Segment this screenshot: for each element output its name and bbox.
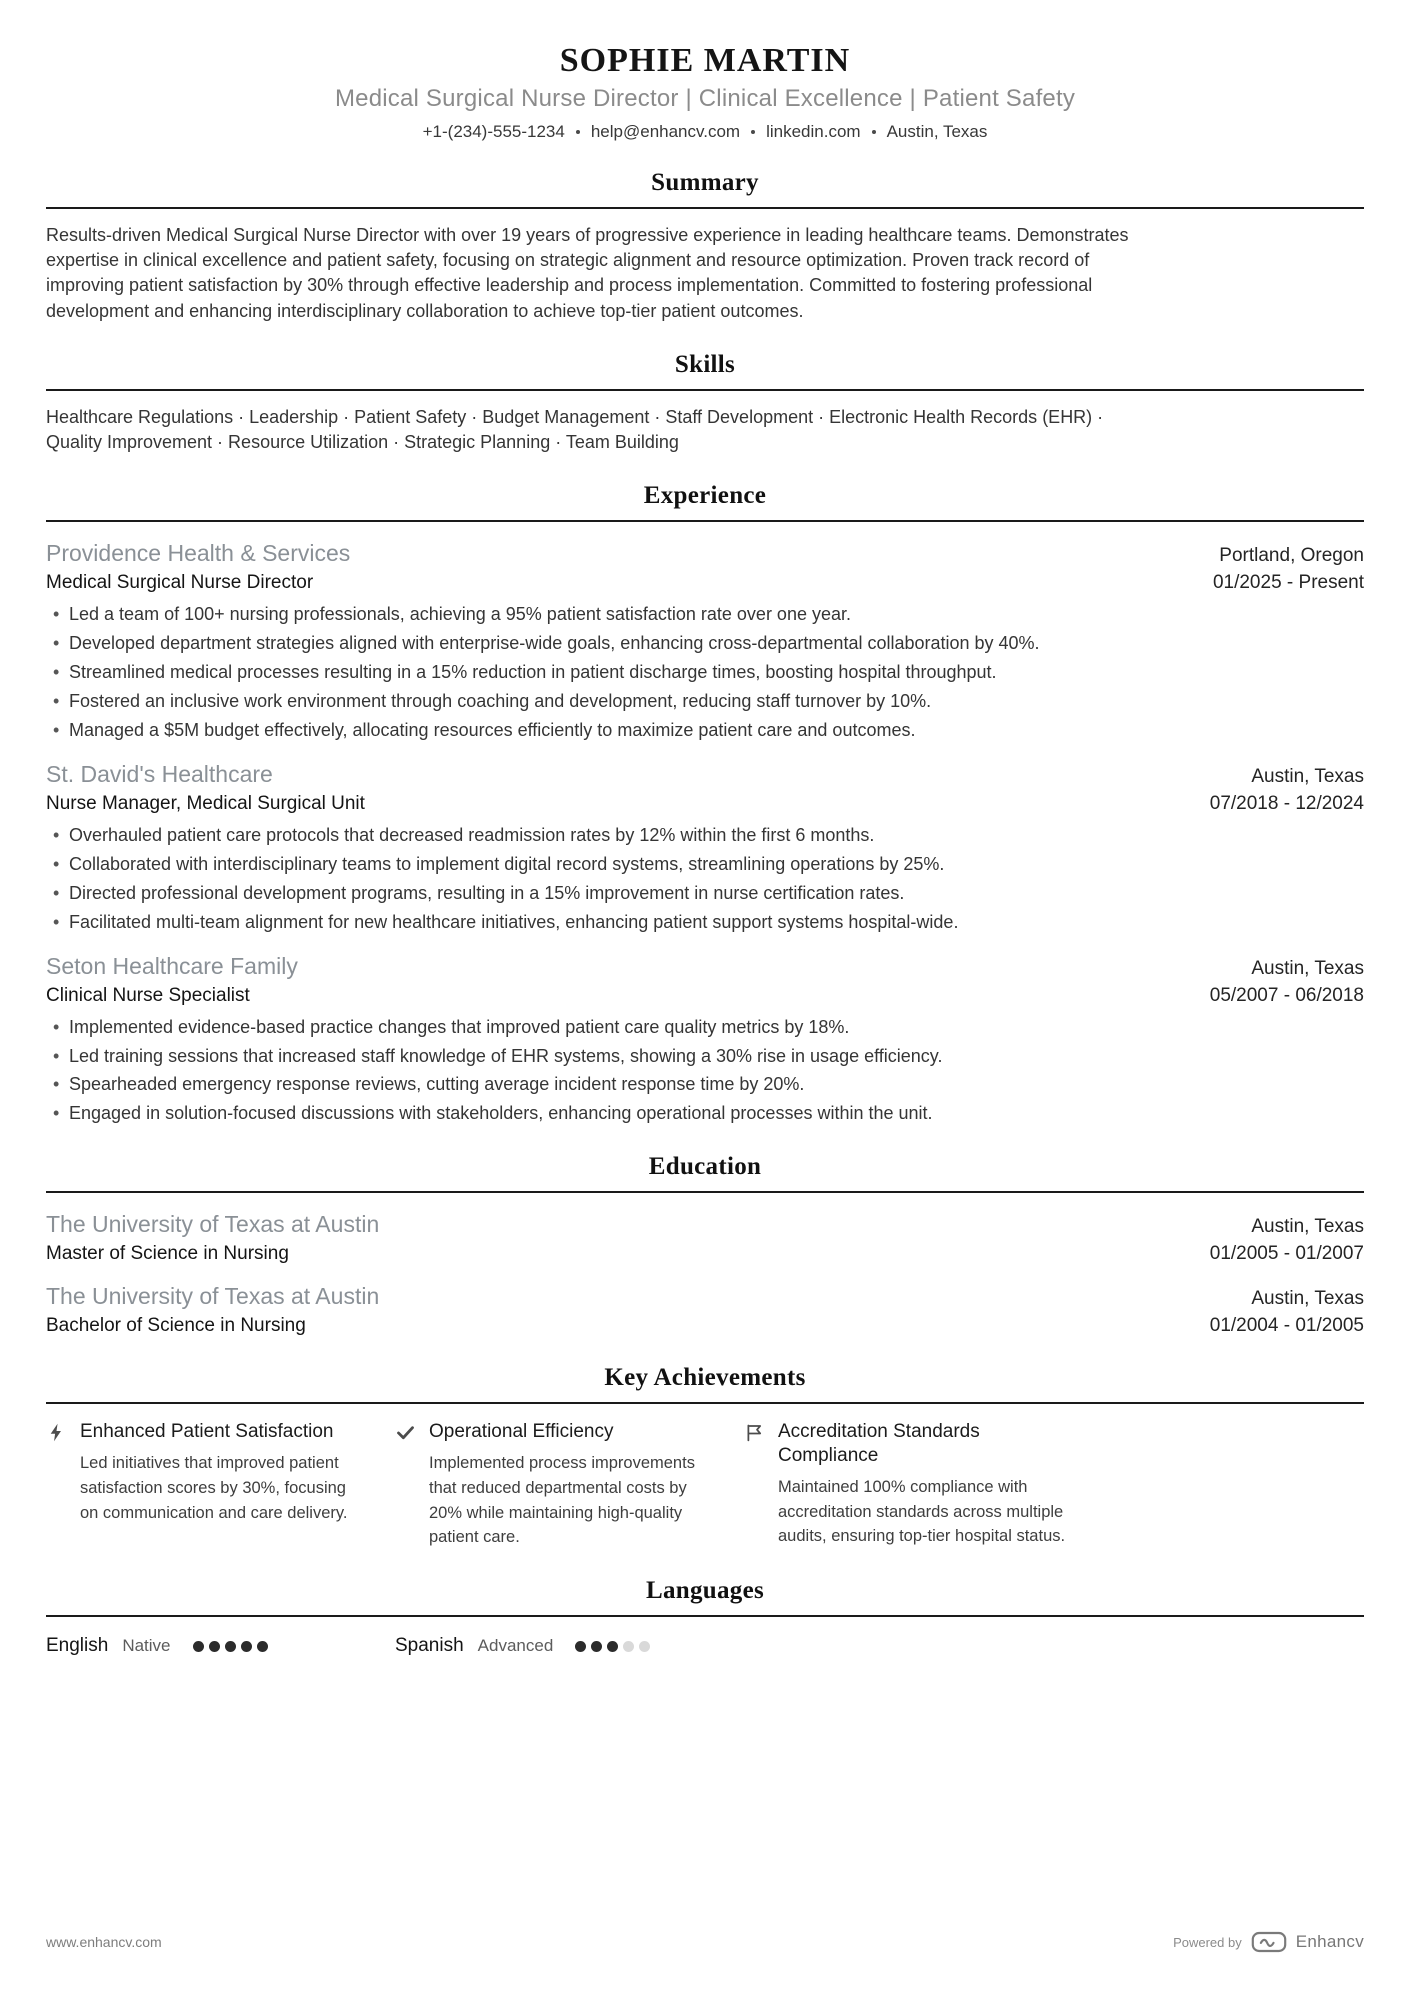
school-location: Austin, Texas xyxy=(1251,1216,1364,1238)
skills-heading: Skills xyxy=(674,350,736,378)
job-dates: 05/2007 - 06/2018 xyxy=(1209,984,1364,1006)
language-proficiency-dots xyxy=(575,1641,650,1652)
job-bullet: • Developed department strategies aligned with enterprise-wide goals, enhancing cross-departmental collaboration by 40%. xyxy=(46,632,1364,656)
job-bullet: • Streamlined medical processes resulting in a 15% reduction in patient discharge times, boosting hospital throughput. xyxy=(46,661,1364,685)
job-dates: 01/2025 - Present xyxy=(1212,572,1364,594)
language-name: English xyxy=(46,1635,109,1657)
achievement-item xyxy=(744,1420,1066,1550)
job-bullet: • Fostered an inclusive work environment through coaching and development, reducing staff turnover by 10%. xyxy=(46,690,1364,714)
candidate-headline: Medical Surgical Nurse Director | Clinical Excellence | Patient Safety xyxy=(334,85,1076,112)
achievement-item xyxy=(46,1420,368,1550)
education-heading: Education xyxy=(648,1153,762,1181)
job-dates: 07/2018 - 12/2024 xyxy=(1209,792,1364,814)
experience-heading: Experience xyxy=(643,482,767,510)
job-title: Clinical Nurse Specialist xyxy=(46,984,250,1006)
proficiency-dot-filled xyxy=(257,1641,268,1652)
job-bullet-list xyxy=(46,824,1364,935)
achievements-heading: Key Achievements xyxy=(604,1364,806,1392)
section-education xyxy=(46,1153,1364,1337)
linkedin-link[interactable]: linkedin.com xyxy=(766,122,861,141)
summary-text: Results-driven Medical Surgical Nurse Director with over 19 years of progressive experience in leading healthcare teams. Demonstrates expertise in clinical excellence and patient safety, focusing on strategic alignment and resource optimization. Proven track record of improving patient satisfaction by 30% through effective leadership and process implementation. Committed to fostering professional development and enhancing interdisciplinary collaboration to achieve top-tier patient outcomes. xyxy=(46,225,1129,321)
language-level: Native xyxy=(122,1636,171,1656)
resume-header xyxy=(46,42,1364,142)
section-skills xyxy=(46,351,1364,455)
achievement-item xyxy=(395,1420,717,1550)
job-bullet-list xyxy=(46,603,1364,743)
education-entry xyxy=(46,1283,1364,1337)
job-bullet: • Managed a $5M budget effectively, allocating resources efficiently to maximize patient care and outcomes. xyxy=(46,719,1364,743)
language-proficiency-dots xyxy=(193,1641,268,1652)
achievement-text: Maintained 100% compliance with accreditation standards across multiple audits, ensuring top-tier hospital status. xyxy=(778,1477,1066,1546)
proficiency-dot-filled xyxy=(193,1641,204,1652)
powered-by-label: Powered by xyxy=(1173,1934,1242,1950)
achievement-title: Operational Efficiency xyxy=(429,1421,614,1443)
job-bullet: • Spearheaded emergency response reviews, cutting average incident response time by 20%. xyxy=(46,1073,1364,1097)
education-entry xyxy=(46,1211,1364,1265)
job-bullet: • Engaged in solution-focused discussions with stakeholders, enhancing operational processes within the unit. xyxy=(46,1102,1364,1126)
check-icon xyxy=(395,1422,416,1443)
job-bullet: • Directed professional development programs, resulting in a 15% improvement in nurse certification rates. xyxy=(46,882,1364,906)
section-divider xyxy=(46,1402,1364,1404)
experience-entry xyxy=(46,953,1364,1127)
skills-text: Healthcare Regulations · Leadership · Patient Safety · Budget Management · Staff Development · Electronic Health Records (EHR) · Quality Improvement · Resource Utilization · Strategic Planning · Team Building xyxy=(46,406,1104,452)
degree-name: Master of Science in Nursing xyxy=(46,1243,289,1265)
section-divider xyxy=(46,520,1364,522)
school-name: The University of Texas at Austin xyxy=(46,1211,380,1238)
section-summary xyxy=(46,169,1364,324)
language-name: Spanish xyxy=(395,1635,464,1657)
job-location: Austin, Texas xyxy=(1251,957,1364,979)
language-item xyxy=(395,1635,717,1657)
proficiency-dot-empty xyxy=(623,1641,634,1652)
section-divider xyxy=(46,1615,1364,1617)
company-name: St. David's Healthcare xyxy=(46,760,273,787)
education-dates: 01/2004 - 01/2005 xyxy=(1209,1315,1364,1337)
job-bullet: • Overhauled patient care protocols that decreased readmission rates by 12% within the first 6 months. xyxy=(46,824,1364,848)
proficiency-dot-filled xyxy=(225,1641,236,1652)
enhancv-site-link[interactable]: www.enhancv.com xyxy=(46,1934,162,1950)
lightning-icon xyxy=(46,1422,67,1443)
email-link[interactable]: help@enhancv.com xyxy=(590,122,741,141)
summary-heading: Summary xyxy=(651,169,759,196)
experience-entry xyxy=(46,540,1364,743)
contact-separator-dot xyxy=(576,130,580,134)
proficiency-dot-empty xyxy=(639,1641,650,1652)
school-location: Austin, Texas xyxy=(1251,1288,1364,1310)
languages-grid xyxy=(46,1635,1364,1657)
section-experience xyxy=(46,482,1364,1126)
language-item xyxy=(46,1635,368,1657)
contact-line xyxy=(46,122,1364,142)
company-name: Seton Healthcare Family xyxy=(46,952,298,979)
achievement-title: Accreditation Standards Compliance xyxy=(778,1421,980,1467)
flag-icon xyxy=(744,1422,765,1443)
job-title: Medical Surgical Nurse Director xyxy=(46,572,314,594)
job-title: Nurse Manager, Medical Surgical Unit xyxy=(46,792,365,814)
achievements-grid xyxy=(46,1420,1364,1550)
proficiency-dot-filled xyxy=(591,1641,602,1652)
candidate-name: SOPHIE MARTIN xyxy=(559,42,851,79)
achievement-text: Implemented process improvements that reduced departmental costs by 20% while maintaining high-quality patient care. xyxy=(429,1454,695,1547)
school-name: The University of Texas at Austin xyxy=(46,1283,380,1310)
enhancv-logo-icon xyxy=(1251,1931,1287,1953)
job-bullet: • Collaborated with interdisciplinary teams to implement digital record systems, streamlining operations by 25%. xyxy=(46,853,1364,877)
proficiency-dot-filled xyxy=(607,1641,618,1652)
section-divider xyxy=(46,207,1364,209)
contact-separator-dot xyxy=(872,130,876,134)
proficiency-dot-filled xyxy=(241,1641,252,1652)
job-bullet: • Led a team of 100+ nursing professionals, achieving a 95% patient satisfaction rate over one year. xyxy=(46,603,1364,627)
proficiency-dot-filled xyxy=(209,1641,220,1652)
job-bullet: • Implemented evidence-based practice changes that improved patient care quality metrics by 18%. xyxy=(46,1016,1364,1040)
job-bullet: • Led training sessions that increased staff knowledge of EHR systems, showing a 30% rise in usage efficiency. xyxy=(46,1045,1364,1069)
section-divider xyxy=(46,389,1364,391)
experience-entry xyxy=(46,761,1364,935)
proficiency-dot-filled xyxy=(575,1641,586,1652)
section-divider xyxy=(46,1191,1364,1193)
contact-separator-dot xyxy=(751,130,755,134)
location-text: Austin, Texas xyxy=(886,122,988,141)
powered-by xyxy=(1173,1931,1364,1953)
achievement-text: Led initiatives that improved patient satisfaction scores by 30%, focusing on communication and care delivery. xyxy=(80,1454,348,1522)
degree-name: Bachelor of Science in Nursing xyxy=(46,1315,306,1337)
education-dates: 01/2005 - 01/2007 xyxy=(1209,1243,1364,1265)
languages-heading: Languages xyxy=(645,1577,764,1605)
page-footer xyxy=(46,1901,1364,1953)
job-location: Portland, Oregon xyxy=(1219,545,1364,567)
company-name: Providence Health & Services xyxy=(46,540,351,567)
section-key-achievements xyxy=(46,1364,1364,1550)
language-level: Advanced xyxy=(477,1636,554,1656)
job-bullet-list xyxy=(46,1016,1364,1127)
job-location: Austin, Texas xyxy=(1251,765,1364,787)
achievement-title: Enhanced Patient Satisfaction xyxy=(80,1421,334,1443)
phone-number: +1-(234)-555-1234 xyxy=(422,122,565,141)
enhancv-brand-text: Enhancv xyxy=(1295,1932,1364,1951)
section-languages xyxy=(46,1577,1364,1657)
job-bullet: • Facilitated multi-team alignment for new healthcare initiatives, enhancing patient support systems hospital-wide. xyxy=(46,911,1364,935)
